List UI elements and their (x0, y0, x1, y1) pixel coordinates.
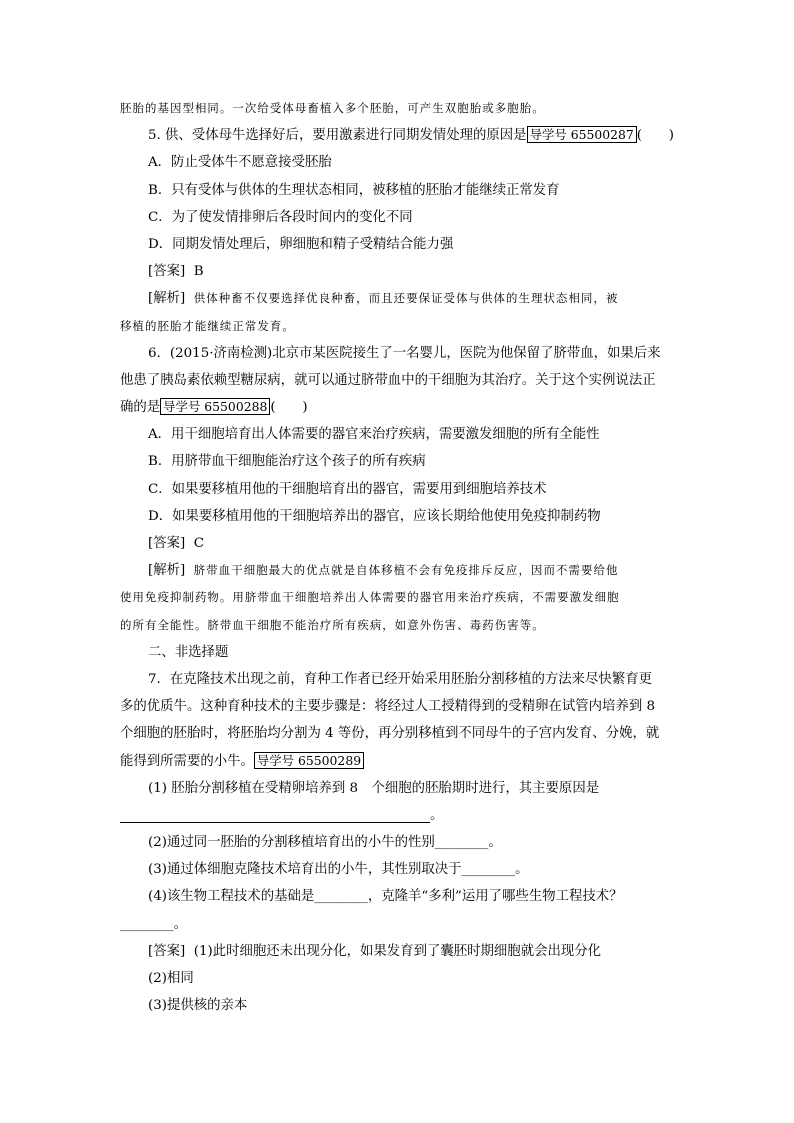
question-6-stem-cont: 他患了胰岛素依赖型糖尿病，就可以通过脐带血中的干细胞为其治疗。关于这个实例说法正 (120, 372, 656, 388)
answer-line-3: (3)提供核的亲本 (148, 998, 248, 1014)
answer-paren: ( ) (636, 128, 674, 144)
sub-question-3: (3)通过体细胞克隆技术培育出的小牛，其性别取决于________。 (148, 862, 529, 878)
question-7-stem-cont: 多的优质牛。这种育种技术的主要步骤是：将经过人工授精得到的受精卵在试管内培养到 8 (120, 699, 656, 715)
question-6-stem-end (120, 394, 675, 421)
option-c: C．如果要移植用他的干细胞培育出的器官，需要用到细胞培养技术 (148, 481, 547, 497)
answer-paren: ( ) (270, 400, 308, 416)
sub-question-4-cont: ________。 (120, 916, 187, 932)
answer-tag: [答案] (148, 536, 186, 551)
question-7-text: 能得到所需要的小牛。 (120, 753, 254, 769)
answer-tag: [答案] (148, 943, 186, 959)
analysis-text: 脐带血干细胞最大的优点就是自体移植不会有免疫排斥反应，因而不需要给他 (193, 563, 619, 578)
analysis-line (120, 557, 675, 584)
question-7-stem-end (120, 748, 675, 775)
guide-number-box: 导学号 65500289 (254, 752, 364, 769)
question-7-stem-cont: 个细胞的胚胎时，将胚胎均分割为 4 等份，再分别移植到不同母牛的子宫内发育、分娩，就 (120, 726, 660, 742)
option-c: C．为了使发情排卵后各段时间内的变化不同 (148, 209, 413, 225)
question-6-text: 确的是 (120, 400, 161, 416)
fill-blank-line (120, 808, 430, 823)
guide-number-box: 导学号 65500287 (527, 126, 637, 143)
option-a: A．用干细胞培育出人体需要的器官来治疗疾病，需要激发细胞的所有全能性 (148, 427, 600, 443)
section-title: 二、非选择题 (148, 644, 229, 660)
answer-value: B (193, 264, 204, 280)
answer-tag: [答案] (148, 264, 186, 280)
document-page (120, 95, 675, 1019)
answer-value: (1)此时细胞还未出现分化，如果发育到了囊胚时期细胞就会出现分化 (193, 943, 602, 959)
guide-number-box: 导学号 65500288 (160, 398, 270, 415)
question-5-stem (120, 122, 675, 149)
analysis-text: 供体种畜不仅要选择优良种畜，而且还要保证受体与供体的生理状态相同，被 (193, 291, 619, 306)
answer-line-2: (2)相同 (148, 971, 194, 986)
question-6-stem: 6．(2015·济南检测)北京市某医院接生了一名婴儿，医院为他保留了脐带血，如果后来 (148, 345, 661, 361)
question-5-text: 5. 供、受体母牛选择好后，要用激素进行同期发情处理的原因是 (148, 128, 527, 144)
sub-question-1-end: 。 (430, 807, 444, 823)
analysis-tag: [解析] (148, 563, 186, 579)
sub-question-1: (1) 胚胎分割移植在受精卵培养到 8 个细胞的胚胎期时进行，其主要原因是 (148, 780, 600, 796)
option-b: B．只有受体与供体的生理状态相同，被移植的胚胎才能继续正常发育 (148, 182, 560, 198)
intro-line: 胚胎的基因型相同。一次给受体母畜植入多个胚胎，可产生双胞胎或多胞胎。 (120, 101, 545, 115)
sub-question-1-blank (120, 802, 675, 829)
option-d: D．如果要移植用他的干细胞培养出的器官，应该长期给他使用免疫抑制药物 (148, 508, 601, 524)
sub-question-2: (2)通过同一胚胎的分割移植培育出的小牛的性别________。 (148, 835, 502, 851)
analysis-tag: [解析] (148, 291, 186, 307)
option-b: B．用脐带血干细胞能治疗这个孩子的所有疾病 (148, 454, 426, 470)
answer-value: C (193, 536, 204, 551)
sub-question-4: (4)该生物工程技术的基础是________，克隆羊“多利”运用了哪些生物工程技术？ (148, 889, 623, 905)
option-a: A．防止受体牛不愿意接受胚胎 (148, 155, 332, 171)
answer-line (120, 258, 675, 285)
option-d: D．同期发情处理后，卵细胞和精子受精结合能力强 (148, 236, 454, 252)
answer-line (120, 938, 675, 965)
analysis-line-end: 的所有全能性。脐带血干细胞不能治疗所有疾病，如意外伤害、毒药伤害等。 (120, 617, 545, 632)
answer-line (120, 530, 675, 557)
analysis-line-cont: 移植的胚胎才能继续正常发育。 (120, 318, 295, 333)
analysis-line (120, 285, 675, 312)
question-7-stem: 7．在克隆技术出现之前，育种工作者已经开始采用胚胎分割移植的方法来尽快繁育更 (148, 671, 652, 687)
analysis-line-cont: 使用免疫抑制药物。用脐带血干细胞培养出人体需要的器官用来治疗疾病，不需要激发细胞 (120, 590, 620, 605)
